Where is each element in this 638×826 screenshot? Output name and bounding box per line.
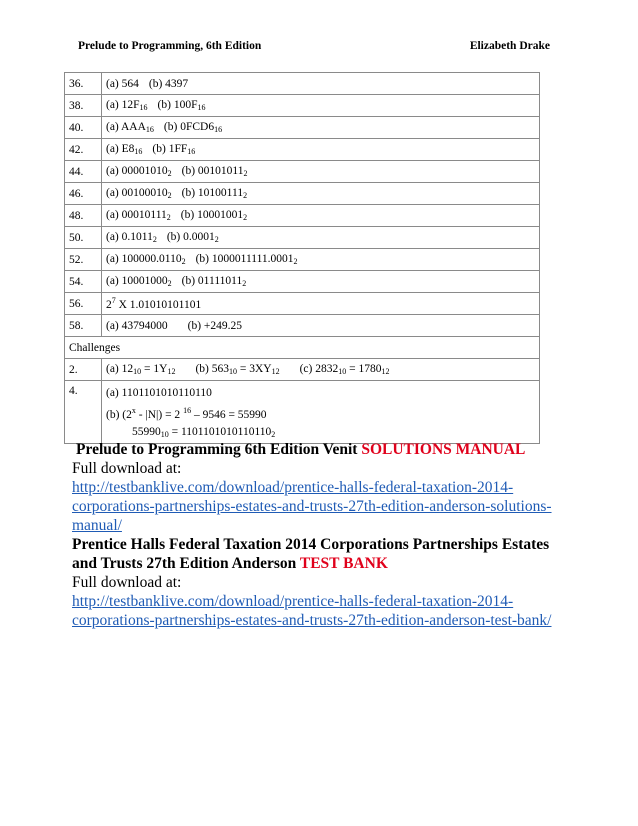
answer-a: (a) AAA	[106, 121, 146, 133]
solutions-manual-tag: SOLUTIONS MANUAL	[361, 441, 526, 458]
answer-c-part: = 1780	[346, 363, 382, 375]
table-row	[65, 337, 540, 359]
exercise-number: 46.	[65, 183, 102, 205]
table-row	[65, 117, 540, 139]
answer-subscript: 2	[214, 235, 219, 244]
answer-subscript: 10	[338, 367, 347, 376]
answer-subscript: 16	[139, 103, 148, 112]
answer-subscript: 12	[381, 367, 390, 376]
answer-a: (a) 00010111	[106, 209, 167, 221]
test-bank-title	[72, 535, 572, 573]
answer-subscript: 16	[134, 147, 143, 156]
exercise-number: 42.	[65, 139, 102, 161]
answer-b: (b) 1FF	[152, 143, 188, 155]
answer-a: (a) 564	[106, 77, 139, 90]
answer-subscript: 10	[160, 430, 169, 439]
table-row	[65, 381, 540, 444]
table-row	[65, 161, 540, 183]
answer-subscript: 2	[271, 430, 276, 439]
answer-subscript: 2	[167, 279, 172, 288]
table-row	[65, 183, 540, 205]
header-author: Elizabeth Drake	[469, 40, 550, 52]
answer-subscript: 10	[133, 367, 142, 376]
answer-cell	[102, 381, 540, 444]
answer-text: - |N|) = 2	[135, 409, 184, 421]
exercise-number: 58.	[65, 315, 102, 337]
answer-a: (a) E8	[106, 143, 135, 155]
answer-a: (a) 100000.0110	[106, 253, 182, 265]
answer-cell	[102, 227, 540, 249]
exercise-number: 2.	[65, 359, 102, 381]
test-bank-link[interactable]: http://testbanklive.com/download/prentice-halls-federal-taxation-2014-corporations-partnerships-estates-and-trusts-27th-edition-anderson-test-bank/	[72, 593, 552, 629]
answer-subscript: 10	[228, 367, 237, 376]
solutions-manual-link[interactable]: http://testbanklive.com/download/prentice-halls-federal-taxation-2014-corporations-partnerships-estates-and-trusts-27th-edition-anderson-solutions-manual/	[72, 479, 552, 534]
answer-superscript: x	[131, 406, 136, 415]
exercise-number: 54.	[65, 271, 102, 293]
answer-a: (a) 43794000	[106, 319, 168, 332]
answer-subscript: 2	[167, 169, 172, 178]
answer-b: (b) 0.0001	[166, 231, 215, 243]
answer-cell	[102, 249, 540, 271]
answer-subscript: 16	[145, 125, 154, 134]
answer-subscript: 16	[214, 125, 223, 134]
answer-b: (b) 10100111	[181, 187, 244, 199]
answer-subscript: 16	[197, 103, 206, 112]
answer-b: (b) 4397	[148, 77, 189, 90]
answer-subscript: 2	[242, 279, 247, 288]
answer-cell	[102, 73, 540, 95]
download-label: Full download at:	[72, 574, 182, 591]
table-row	[65, 95, 540, 117]
answers-table-extra	[65, 293, 540, 444]
answer-b: (b) 10001001	[180, 209, 244, 221]
answer-cell	[102, 161, 540, 183]
download-label: Full download at:	[72, 460, 182, 477]
exercise-number: 44.	[65, 161, 102, 183]
answer-subscript: 2	[243, 169, 248, 178]
answer-b: (b) 00101011	[181, 165, 244, 177]
answer-b: (b) 01111011	[181, 275, 243, 287]
table-row	[65, 227, 540, 249]
answer-text: – 9546 = 55990	[191, 409, 267, 421]
answer-subscript: 16	[187, 147, 196, 156]
answer-a: (a) 0.1011	[106, 231, 153, 243]
answer-cell	[102, 95, 540, 117]
answer-cell	[102, 183, 540, 205]
exercise-number: 38.	[65, 95, 102, 117]
answer-subscript: 2	[181, 257, 186, 266]
table-row	[65, 359, 540, 381]
table-row	[65, 293, 540, 315]
answer-a-part: = 1Y	[141, 363, 168, 375]
exercise-number: 48.	[65, 205, 102, 227]
answer-line-a: (a) 1101101010110110	[106, 387, 212, 399]
table-row	[65, 271, 540, 293]
answer-subscript: 12	[167, 367, 176, 376]
answer-superscript: 16	[183, 406, 192, 415]
answers-table-body	[65, 73, 540, 293]
challenges-heading: Challenges	[65, 337, 540, 359]
answer-text: = 1101101010110110	[168, 426, 272, 438]
answer-a: (a) 00100010	[106, 187, 168, 199]
answer-b: (b) 1000011111.0001	[195, 253, 294, 265]
answer-cell	[102, 271, 540, 293]
answers-table	[64, 72, 540, 444]
answer-cell	[102, 293, 540, 315]
table-row	[65, 315, 540, 337]
answer-text: 55990	[132, 426, 161, 438]
answer-text: (b) (2	[106, 409, 132, 421]
answer-base: 2	[106, 299, 112, 311]
promo-section	[72, 440, 572, 630]
answer-subscript: 12	[271, 367, 280, 376]
header-book-title: Prelude to Programming, 6th Edition	[78, 40, 262, 52]
exercise-number: 40.	[65, 117, 102, 139]
answer-b: (b) +249.25	[187, 319, 243, 332]
test-bank-title-text: Prentice Halls Federal Taxation 2014 Corporations Partnerships Estates and Trusts 27th Edition Anderson	[72, 536, 550, 572]
answer-b: (b) 0FCD6	[163, 121, 215, 133]
answer-a: (a) 10001000	[106, 275, 168, 287]
exercise-number: 50.	[65, 227, 102, 249]
table-row	[65, 73, 540, 95]
solutions-manual-title	[72, 440, 572, 459]
answer-cell	[102, 359, 540, 381]
answer-subscript: 2	[167, 191, 172, 200]
answer-subscript: 2	[243, 191, 248, 200]
table-row	[65, 249, 540, 271]
answer-mantissa: X 1.01010101101	[115, 299, 202, 311]
answer-subscript: 2	[166, 213, 171, 222]
answer-subscript: 2	[293, 257, 298, 266]
answer-cell	[102, 117, 540, 139]
answer-cell	[102, 205, 540, 227]
solutions-manual-title-text: Prelude to Programming 6th Edition Venit	[76, 441, 362, 458]
answer-line-b	[106, 402, 535, 424]
exercise-number: 52.	[65, 249, 102, 271]
answer-subscript: 2	[243, 213, 248, 222]
answer-a: (a) 12F	[106, 99, 140, 111]
table-row	[65, 205, 540, 227]
exercise-number: 56.	[65, 293, 102, 315]
answer-cell	[102, 315, 540, 337]
answer-cell	[102, 139, 540, 161]
answer-a: (a) 00001010	[106, 165, 168, 177]
answer-subscript: 2	[152, 235, 157, 244]
exercise-number: 4.	[65, 381, 102, 444]
answer-b-part: (b) 563	[195, 363, 229, 375]
answer-b-part: = 3XY	[236, 363, 272, 375]
table-row	[65, 139, 540, 161]
answer-exponent: 7	[111, 296, 116, 305]
exercise-number: 36.	[65, 73, 102, 95]
answer-c-part: (c) 2832	[299, 363, 339, 375]
answer-b: (b) 100F	[157, 99, 198, 111]
test-bank-tag: TEST BANK	[299, 555, 388, 572]
answer-a-part: (a) 12	[106, 363, 134, 375]
